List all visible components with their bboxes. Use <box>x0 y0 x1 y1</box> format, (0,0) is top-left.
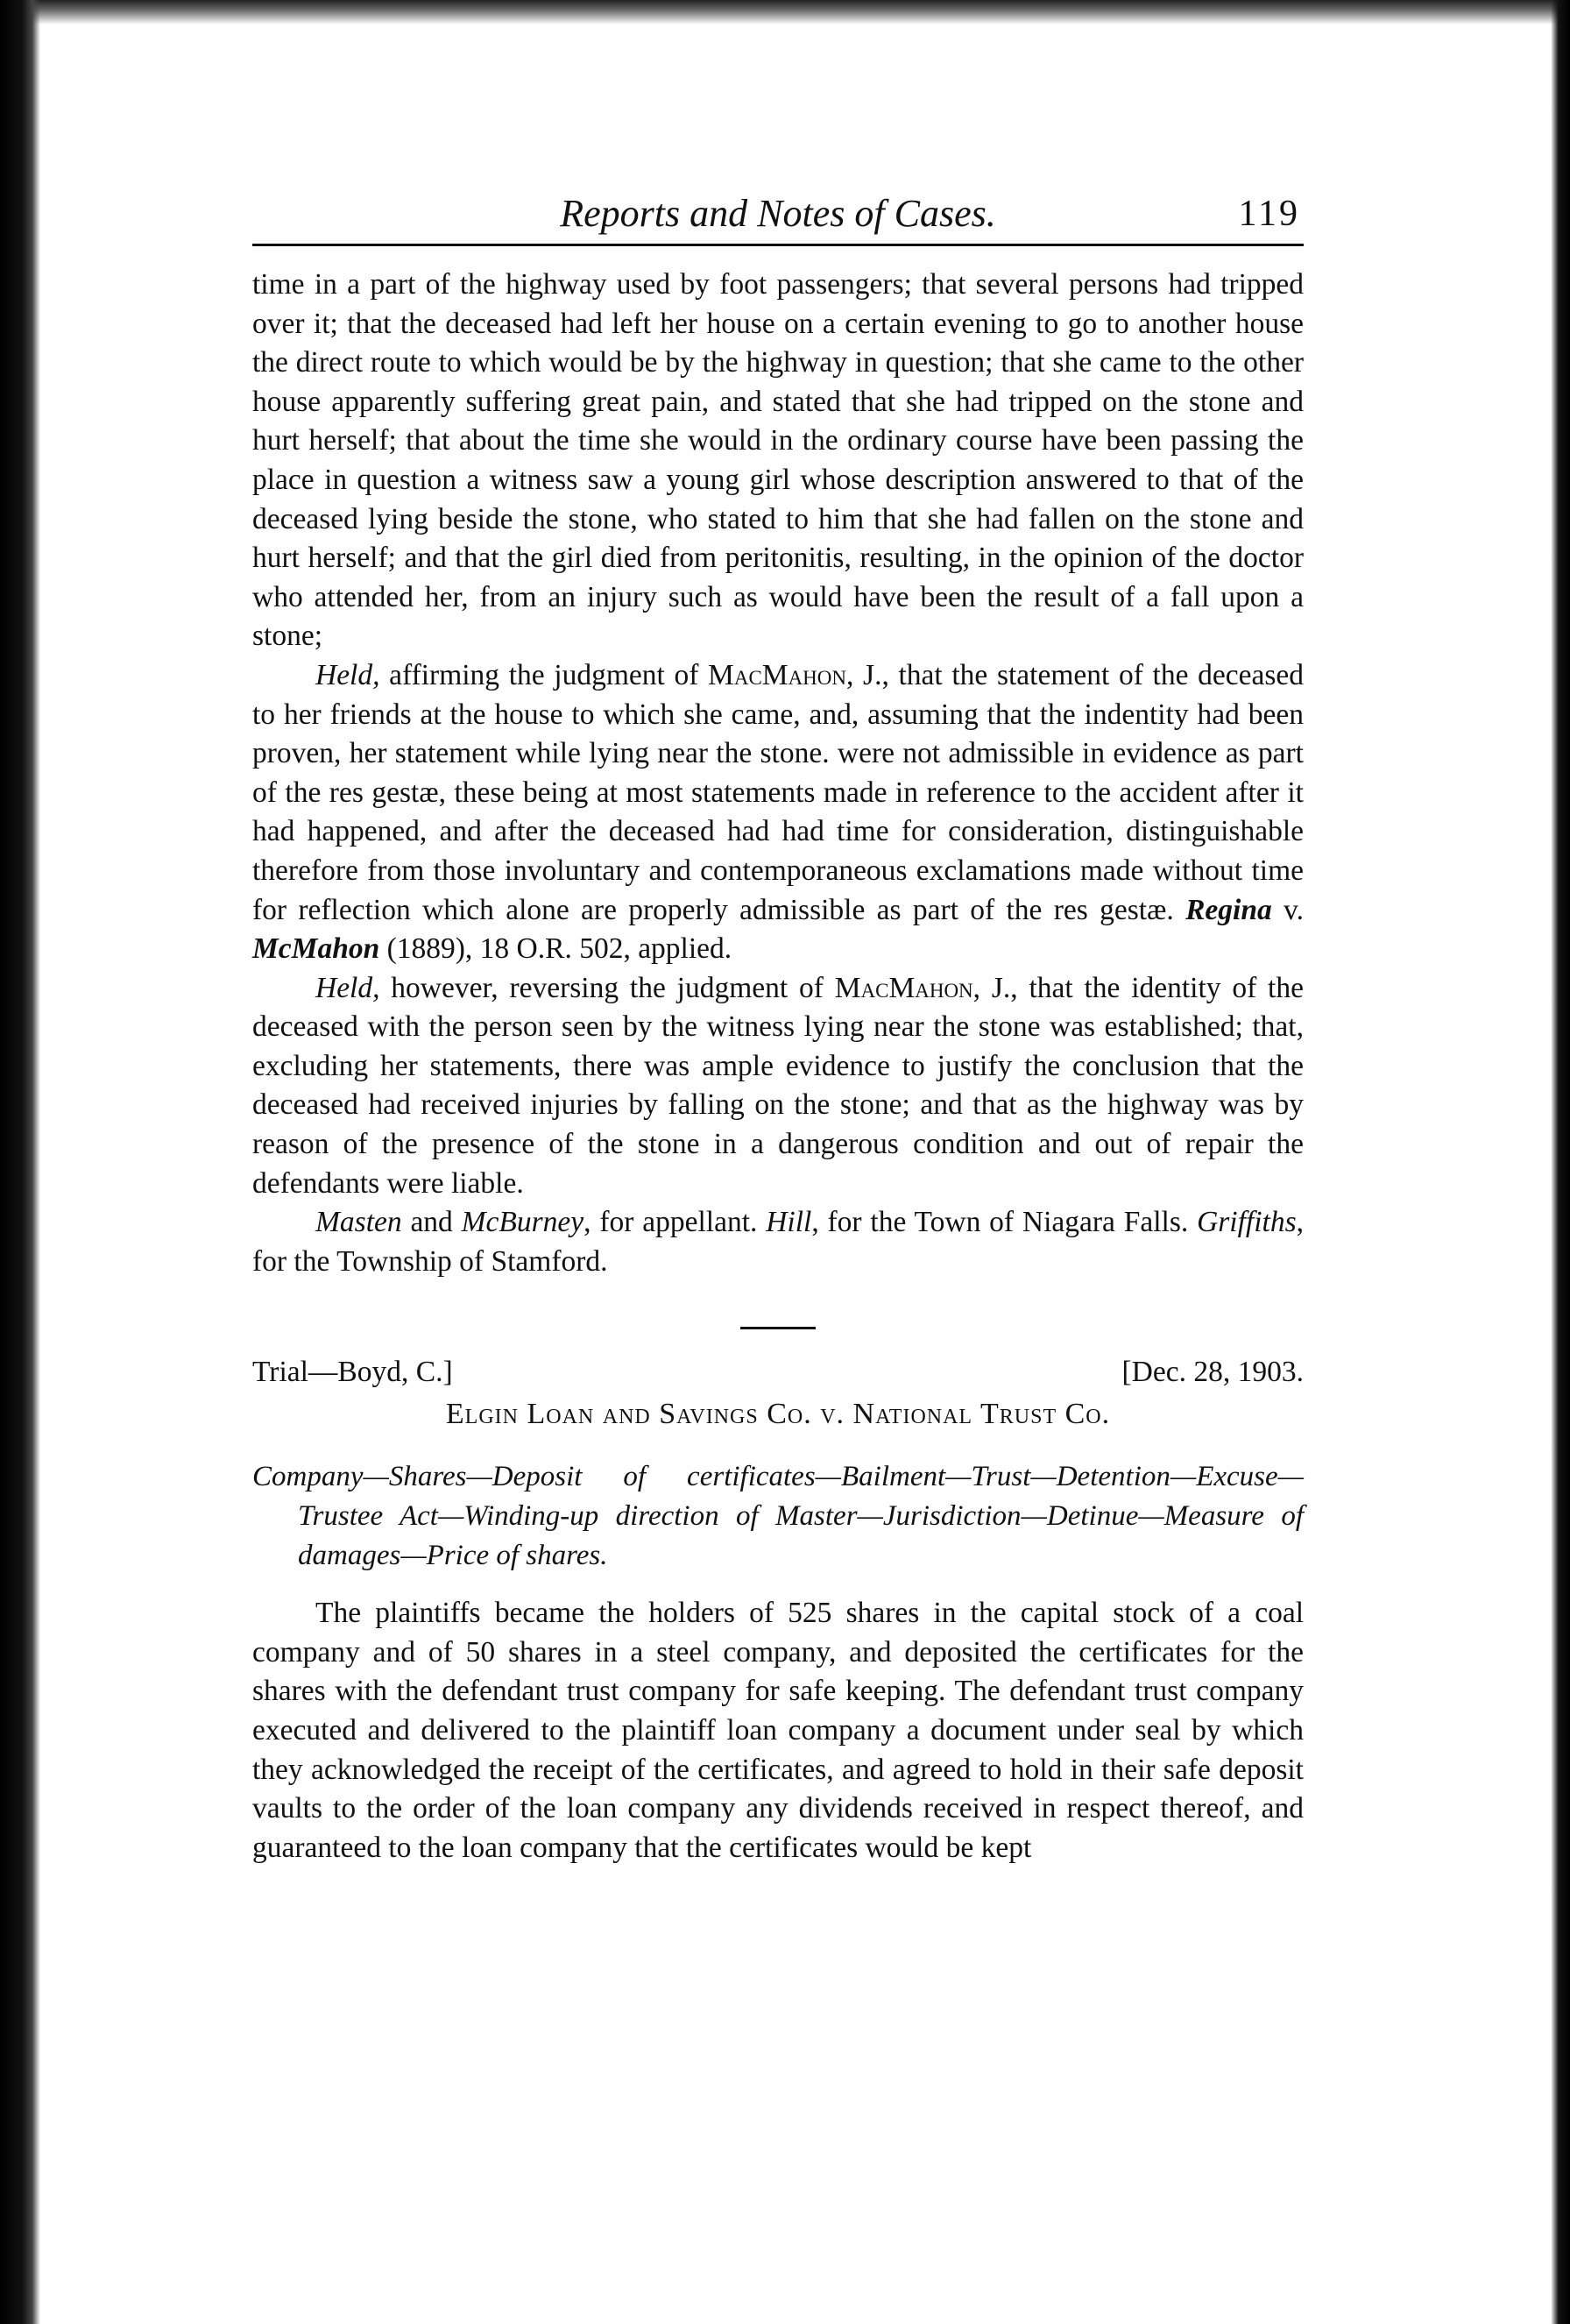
counsel-name: McBurney <box>461 1206 584 1239</box>
text: v. <box>1271 893 1304 926</box>
judge-name: MacMahon <box>834 971 973 1004</box>
scan-shadow-top <box>0 0 1570 25</box>
counsel-name: Griffiths <box>1197 1206 1297 1239</box>
paragraph-counsel <box>252 1203 1304 1281</box>
paragraph-held-reversing <box>252 969 1304 1204</box>
cited-case-party: McMahon <box>252 932 380 966</box>
case-body-2 <box>252 1594 1304 1867</box>
counsel-name: Masten <box>315 1206 402 1239</box>
paragraph-held-affirming <box>252 656 1304 969</box>
text: , for the Township of Stamford. <box>252 1206 1304 1278</box>
case-title: Elgin Loan and Savings Co. v. National Trust Co. <box>445 1398 1111 1431</box>
case-body <box>252 266 1304 1281</box>
court-label: Trial—Boyd, C.] <box>252 1356 453 1389</box>
text: affirming the judgment of <box>379 658 709 691</box>
scan-shadow-right <box>1551 0 1570 2324</box>
paragraph-facts: time in a part of the highway used by foot passengers; that several persons had tripped over it; that the deceased had left her house on a certain evening to go to another house the direct route to which would be by the highway in question; that she came to the other house apparently suffering great pain, and stated that she had tripped on the stone and hurt herself; that about the time she would in the ordinary course have been passing the place in question a witness saw a young girl whose description answered to that of the deceased lying beside the stone, who stated to him that she had fallen on the stone and hurt herself; and that the girl died from peritonitis, resulting, in the opinion of the doctor who attended her, from an injury such as would have been the result of a fall upon a stone; <box>252 268 1304 653</box>
scan-shadow-left <box>0 0 40 2324</box>
text: , for appellant. <box>583 1206 767 1239</box>
case-court-row <box>252 1356 1304 1394</box>
held-label: Held, <box>315 971 380 1004</box>
book-page <box>252 175 1304 1867</box>
paragraph-facts-2: The plaintiffs became the holders of 525 shares in the capital stock of a coal company and of 50 shares in a steel company, and deposited the certificates for the shares with the defendant trust company for safe keeping. The defendant trust company executed and delivered to the plaintiff loan company a document under seal by which they acknowledged the receipt of the certificates, and agreed to hold in their safe deposit vaults to the order of the loan company any dividends received in respect thereof, and guaranteed to the loan company that the certificates would be kept <box>252 1597 1304 1864</box>
text: , J., that the identity of the deceased with the person seen by the witness lying near the stone was established; that, excluding her statements, there was ample evidence to justify the conclusion that the deceased had received injuries by falling on the stone; and that as the highway was by reason of the presence of the stone in a dangerous condition and out of repair the defendants were liable. <box>252 971 1304 1200</box>
text: , J., that the statement of the deceased to her friends at the house to which she came, and, assuming that the indentity had been proven, her statement while lying near the stone. were not admissible in evidence as part of the res gestæ, these being at most statements made in reference to the accident after it had happened, and after the deceased had had time for consideration, distinguishable therefore from those involuntary and contemporaneous exclamations made without time for reflection which alone are properly admissible as part of the res gestæ. <box>252 658 1304 926</box>
counsel-name: Hill <box>766 1206 812 1239</box>
citation: (1889), 18 O.R. 502, applied. <box>379 932 732 966</box>
text: however, reversing the judgment of <box>379 971 835 1004</box>
running-head <box>252 175 1304 246</box>
held-label: Held, <box>315 658 380 691</box>
running-title: Reports and Notes of Cases. <box>560 192 996 235</box>
section-divider <box>740 1327 816 1329</box>
cited-case-party: Regina <box>1185 893 1272 926</box>
page-number: 119 <box>1238 194 1300 234</box>
case-date: [Dec. 28, 1903. <box>1121 1356 1304 1389</box>
judge-name: MacMahon <box>708 658 847 691</box>
headnote: Company—Shares—Deposit of certificates—Bailment—Trust—Detention—Excuse—Trustee Act—Winding-up direction of Master—Jurisdiction—Detinue—Measure of damages—Price of shares. <box>252 1461 1304 1571</box>
text: and <box>401 1206 462 1239</box>
text: , for the Town of Niagara Falls. <box>811 1206 1198 1239</box>
